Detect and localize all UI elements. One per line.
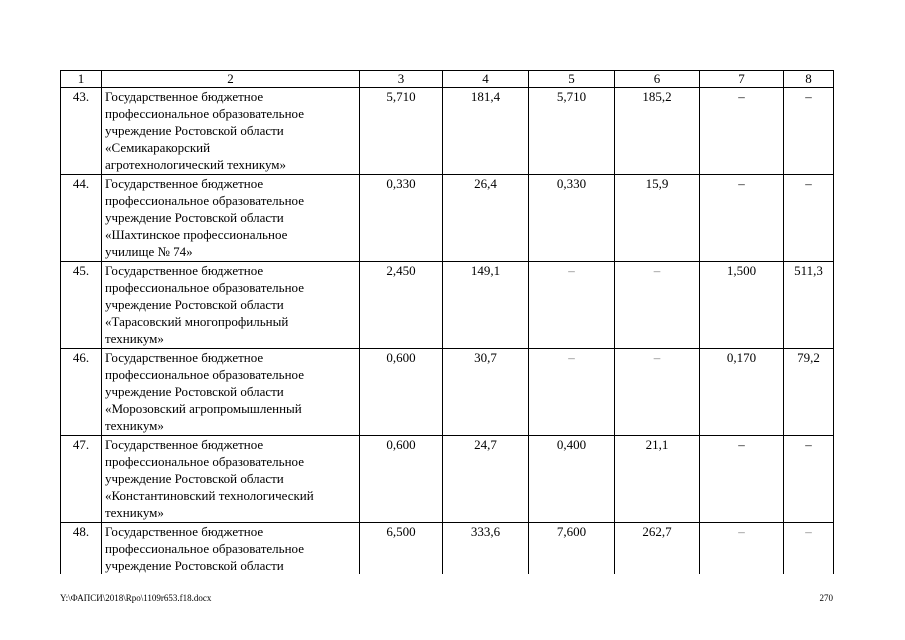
- name-line: Государственное бюджетное: [105, 437, 264, 452]
- row-number: 48.: [61, 523, 102, 575]
- cell-col7: –: [700, 523, 784, 575]
- row-number: 43.: [61, 88, 102, 175]
- cell-col4: 333,6: [443, 523, 529, 575]
- name-line: учреждение Ростовской области: [105, 297, 284, 312]
- column-header: 3: [360, 71, 443, 88]
- footer-file-path: Y:\ФАПСИ\2018\Rpo\1109r653.f18.docx: [60, 593, 212, 603]
- name-line: Государственное бюджетное: [105, 263, 264, 278]
- institution-name: [102, 349, 360, 436]
- cell-col7: 1,500: [700, 262, 784, 349]
- institution-name: [102, 88, 360, 175]
- cell-col6: 21,1: [615, 436, 700, 523]
- name-line: Государственное бюджетное: [105, 176, 264, 191]
- name-line: техникум»: [105, 331, 164, 346]
- institution-name: [102, 523, 360, 575]
- column-header: 4: [443, 71, 529, 88]
- cell-col5: 7,600: [529, 523, 615, 575]
- cell-col6: –: [615, 349, 700, 436]
- cell-col7: 0,170: [700, 349, 784, 436]
- row-number: 45.: [61, 262, 102, 349]
- name-line: техникум»: [105, 505, 164, 520]
- cell-col3: 0,600: [360, 436, 443, 523]
- name-line: «Константиновский технологический: [105, 488, 314, 503]
- name-line: профессиональное образовательное: [105, 454, 304, 469]
- table-row: [61, 175, 834, 262]
- name-line: учреждение Ростовской области: [105, 384, 284, 399]
- name-line: профессиональное образовательное: [105, 367, 304, 382]
- cell-col4: 181,4: [443, 88, 529, 175]
- table-row: [61, 88, 834, 175]
- name-line: Государственное бюджетное: [105, 89, 264, 104]
- column-header: 5: [529, 71, 615, 88]
- cell-col8: 79,2: [784, 349, 834, 436]
- cell-col4: 26,4: [443, 175, 529, 262]
- cell-col4: 24,7: [443, 436, 529, 523]
- cell-col6: 262,7: [615, 523, 700, 575]
- table-row: [61, 523, 834, 575]
- cell-col7: –: [700, 175, 784, 262]
- name-line: учреждение Ростовской области: [105, 471, 284, 486]
- name-line: училище № 74»: [105, 244, 193, 259]
- table-header-row: [61, 71, 834, 88]
- cell-col3: 0,330: [360, 175, 443, 262]
- cell-col8: –: [784, 88, 834, 175]
- row-number: 46.: [61, 349, 102, 436]
- name-line: учреждение Ростовской области: [105, 123, 284, 138]
- column-header: 7: [700, 71, 784, 88]
- name-line: профессиональное образовательное: [105, 106, 304, 121]
- name-line: техникум»: [105, 418, 164, 433]
- cell-col3: 6,500: [360, 523, 443, 575]
- cell-col3: 5,710: [360, 88, 443, 175]
- column-header: 1: [61, 71, 102, 88]
- cell-col4: 30,7: [443, 349, 529, 436]
- cell-col7: –: [700, 436, 784, 523]
- column-header: 2: [102, 71, 360, 88]
- table-row: [61, 262, 834, 349]
- cell-col8: 511,3: [784, 262, 834, 349]
- cell-col5: –: [529, 349, 615, 436]
- data-table: [60, 70, 834, 574]
- name-line: «Морозовский агропромышленный: [105, 401, 302, 416]
- institution-name: [102, 175, 360, 262]
- name-line: «Шахтинское профессиональное: [105, 227, 288, 242]
- institution-name: [102, 262, 360, 349]
- column-header: 6: [615, 71, 700, 88]
- institution-name: [102, 436, 360, 523]
- name-line: учреждение Ростовской области: [105, 558, 284, 573]
- name-line: «Тарасовский многопрофильный: [105, 314, 289, 329]
- cell-col6: 185,2: [615, 88, 700, 175]
- row-number: 44.: [61, 175, 102, 262]
- cell-col6: 15,9: [615, 175, 700, 262]
- cell-col3: 2,450: [360, 262, 443, 349]
- name-line: профессиональное образовательное: [105, 280, 304, 295]
- name-line: «Семикаракорский: [105, 140, 211, 155]
- cell-col6: –: [615, 262, 700, 349]
- name-line: профессиональное образовательное: [105, 193, 304, 208]
- cell-col8: –: [784, 523, 834, 575]
- footer-page-number: 270: [819, 593, 833, 603]
- cell-col3: 0,600: [360, 349, 443, 436]
- name-line: учреждение Ростовской области: [105, 210, 284, 225]
- cell-col4: 149,1: [443, 262, 529, 349]
- name-line: агротехнологический техникум»: [105, 157, 287, 172]
- cell-col5: 0,400: [529, 436, 615, 523]
- name-line: профессиональное образовательное: [105, 541, 304, 556]
- table-row: [61, 436, 834, 523]
- cell-col5: 0,330: [529, 175, 615, 262]
- row-number: 47.: [61, 436, 102, 523]
- table-row: [61, 349, 834, 436]
- name-line: Государственное бюджетное: [105, 350, 264, 365]
- column-header: 8: [784, 71, 834, 88]
- cell-col5: 5,710: [529, 88, 615, 175]
- name-line: Государственное бюджетное: [105, 524, 264, 539]
- cell-col7: –: [700, 88, 784, 175]
- cell-col8: –: [784, 175, 834, 262]
- cell-col8: –: [784, 436, 834, 523]
- cell-col5: –: [529, 262, 615, 349]
